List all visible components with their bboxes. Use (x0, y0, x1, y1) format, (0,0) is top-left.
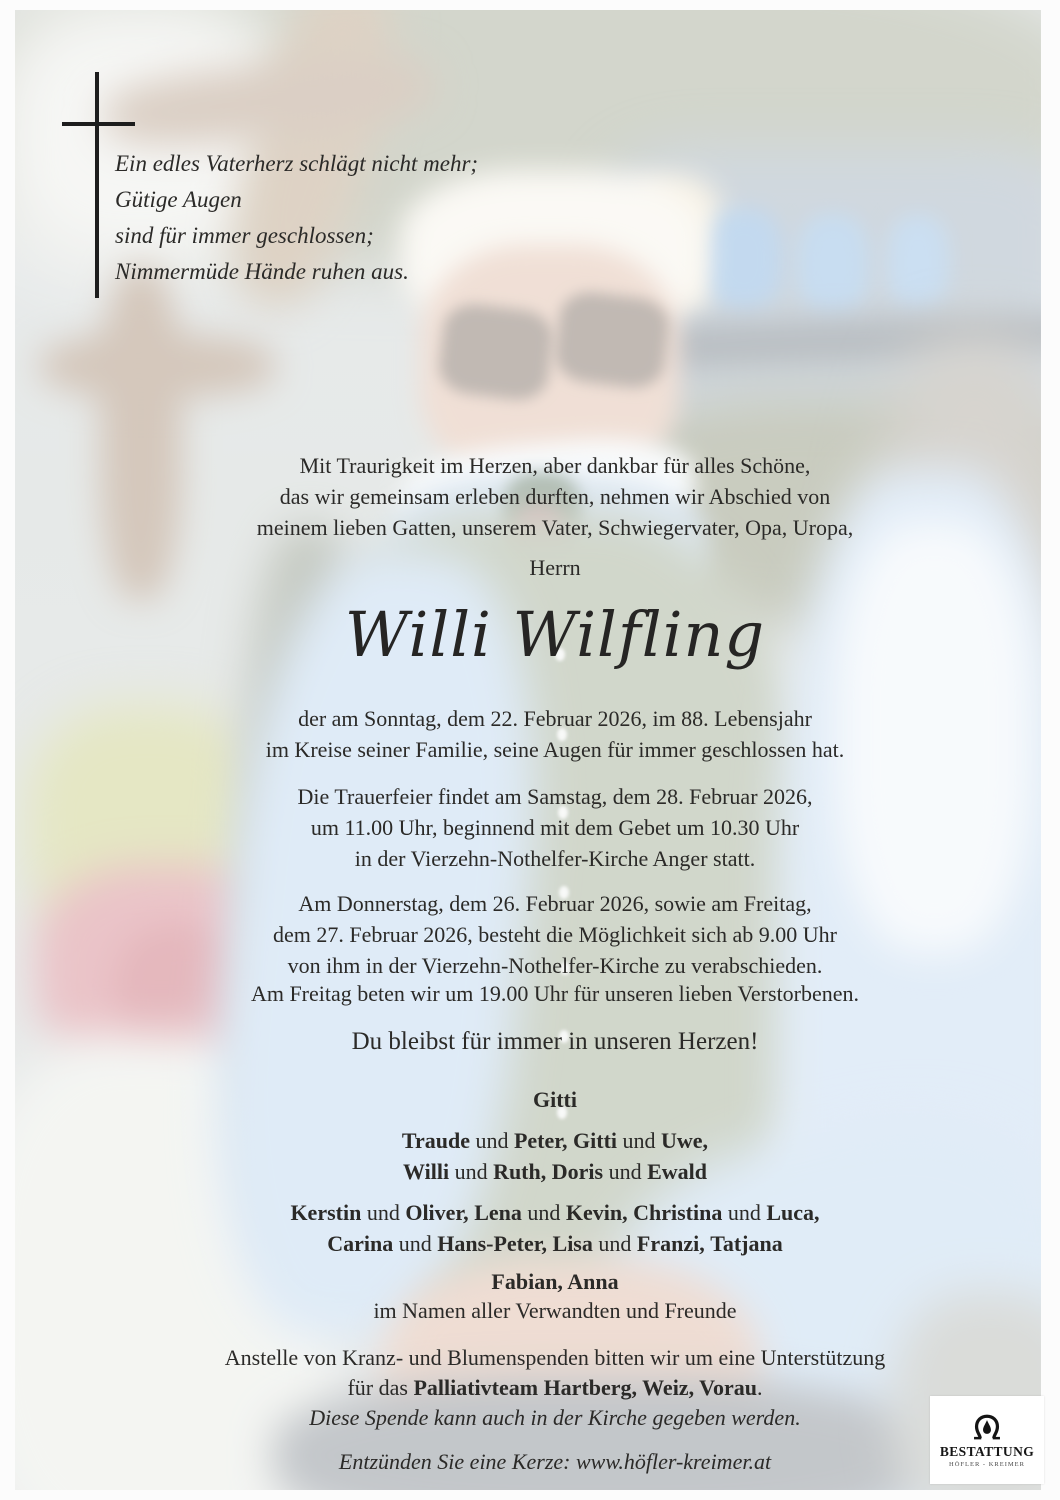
poem-line: Gütige Augen (115, 187, 242, 212)
cross-vertical-bar (95, 72, 99, 298)
visitation-paragraph (75, 888, 1035, 981)
children-line (75, 1125, 1035, 1156)
intro-line: das wir gemeinsam erleben durften, nehmen wir Abschied von (279, 484, 831, 509)
text-segment: und (361, 1200, 406, 1225)
grandchildren-line (75, 1228, 1035, 1259)
mourners-grandchildren (75, 1197, 1035, 1259)
text-segment: Palliativteam Hartberg, Weiz, Vorau (413, 1375, 758, 1400)
text-segment: und (592, 1231, 637, 1256)
text-segment: und (393, 1231, 438, 1256)
logo-subtitle: HÖFLER - KREIMER (949, 1461, 1025, 1468)
text-segment: und (449, 1159, 494, 1184)
logo-title: BESTATTUNG (939, 1444, 1035, 1459)
donation-line: Diese Spende kann auch in der Kirche gegeben werden. (309, 1405, 801, 1430)
funeral-home-logo (930, 1396, 1044, 1484)
text-segment: und (722, 1200, 767, 1225)
death-notice-line: im Kreise seiner Familie, seine Augen für immer geschlossen hat. (265, 737, 845, 762)
text-segment: Kevin, (565, 1200, 628, 1225)
text-segment: Ewald (647, 1159, 707, 1184)
intro-line: meinem lieben Gatten, unserem Vater, Schwiegervater, Opa, Uropa, (256, 515, 854, 540)
text-segment: Oliver, (405, 1200, 469, 1225)
text-segment: für das (347, 1375, 414, 1400)
poem-line: sind für immer geschlossen; (115, 223, 374, 248)
donation-line (75, 1373, 1035, 1403)
text-segment: Traude (401, 1128, 470, 1153)
visitation-line: von ihm in der Vierzehn-Nothelfer-Kirche zu verabschieden. (287, 953, 823, 978)
death-notice-paragraph (75, 703, 1035, 765)
text-segment: Uwe, (661, 1128, 709, 1153)
text-segment: Lisa (552, 1231, 593, 1256)
donation-line: Anstelle von Kranz- und Blumenspenden bitten wir um eine Unterstützung (224, 1345, 886, 1370)
text-segment: Willi (403, 1159, 450, 1184)
prayer-line: Am Freitag beten wir um 19.00 Uhr für unseren lieben Verstorbenen. (250, 981, 860, 1006)
poem-line: Ein edles Vaterherz schlägt nicht mehr; (115, 151, 479, 176)
text-segment: und (603, 1159, 648, 1184)
text-segment: Franzi, (636, 1231, 705, 1256)
text-segment: und (469, 1128, 514, 1153)
grandchildren-line (75, 1197, 1035, 1228)
funeral-line: um 11.00 Uhr, beginnend mit dem Gebet um 10.30 Uhr (310, 815, 800, 840)
mourner-widow: Gitti (533, 1087, 577, 1112)
text-segment: . (757, 1375, 763, 1400)
text-segment: und (617, 1128, 662, 1153)
text-segment: Christina (633, 1200, 723, 1225)
cross-horizontal-bar (62, 122, 135, 126)
text-segment: Hans-Peter, (437, 1231, 548, 1256)
mourners-great-grandchildren: Fabian, Anna (491, 1269, 619, 1294)
text-segment: Tatjana (710, 1231, 783, 1256)
farewell-line: Du bleibst für immer in unseren Herzen! (351, 1028, 759, 1055)
text-segment: Gitti (573, 1128, 618, 1153)
funeral-paragraph (75, 781, 1035, 874)
mourners-closing: im Namen aller Verwandten und Freunde (373, 1298, 737, 1323)
text-segment: Carina (327, 1231, 394, 1256)
poem-line: Nimmermüde Hände ruhen aus. (115, 259, 409, 284)
children-line (75, 1156, 1035, 1187)
text-segment: Ruth, (493, 1159, 547, 1184)
text-segment: Kerstin (290, 1200, 362, 1225)
donation-paragraph (75, 1343, 1035, 1433)
funeral-line: in der Vierzehn-Nothelfer-Kirche Anger statt. (354, 846, 756, 871)
intro-paragraph (75, 450, 1035, 583)
funeral-line: Die Trauerfeier findet am Samstag, dem 28. Februar 2026, (297, 784, 813, 809)
text-segment: Doris (551, 1159, 604, 1184)
text-segment: Peter, (513, 1128, 568, 1153)
visitation-line: Am Donnerstag, dem 26. Februar 2026, sowie am Freitag, (298, 891, 812, 916)
text-segment: und (521, 1200, 566, 1225)
memorial-poem (115, 146, 478, 290)
salutation: Herrn (529, 555, 581, 580)
text-segment: Luca, (766, 1200, 820, 1225)
candle-line: Entzünden Sie eine Kerze: www.höfler-kreimer.at (338, 1449, 772, 1474)
mourners-children (75, 1125, 1035, 1187)
omega-flame-icon (969, 1412, 1005, 1442)
deceased-name: Willi Wilfling (344, 598, 766, 671)
text-segment: Lena (474, 1200, 522, 1225)
visitation-line: dem 27. Februar 2026, besteht die Möglichkeit sich ab 9.00 Uhr (273, 922, 837, 947)
intro-line: Mit Traurigkeit im Herzen, aber dankbar für alles Schöne, (299, 453, 811, 478)
death-notice-line: der am Sonntag, dem 22. Februar 2026, im 88. Lebensjahr (298, 706, 812, 731)
